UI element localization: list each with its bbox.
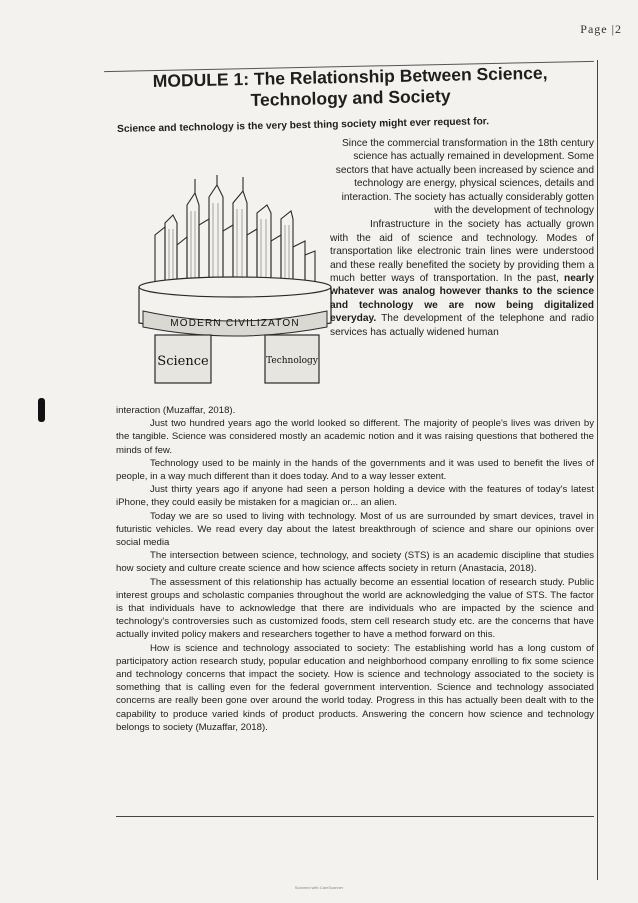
paragraph: The assessment of this relationship has actually become an essential location of research study. Public interest groups and scholastic companies throughout the world are acknowledging the value of STS. The factor is that individuals have to acknowledge that there are individuals who are impacted by the science and technology's controversies such as customized foods, stem cell research study etc. are the concerns that have actually invited policy makers and researchers together to have a method forward on this. [116, 576, 594, 641]
paragraph: Technology used to be mainly in the hands of the governments and it was used to benefit the lives of people, in a way much different than it does today. And to a way lesser extent. [116, 457, 594, 483]
right-column-p1: Since the commercial transformation in the 18th century science has actually remained in development. Some sectors that have actually been increased by science and technology are energy, physical sciences, details and interaction. The society has actually considerably gotten with the development of technology [335, 138, 594, 217]
paragraph: Today we are so used to living with technology. Most of us are surrounded by smart devices, travel in futuristic vehicles. We read every day about the latest breakthrough of science and share our opinions over social media [116, 510, 594, 549]
right-column-p2-start: Infrastructure in the society has actually grown with the aid of science and technology. Modes of transportation like electronic train lines were understood and these really benefited the society by providing them a much better ways of transportation. In the past, [330, 219, 594, 285]
city-skyline [155, 175, 315, 285]
right-column-p2-bold: nearly whatever was analog however thanks to the science and technology we are now being digitalized everyday. [330, 273, 594, 325]
modern-civilization-illustration [133, 175, 343, 390]
body-text [116, 404, 594, 734]
paragraph-continuation: interaction (Muzaffar, 2018). [116, 405, 236, 416]
binding-mark [38, 398, 45, 422]
paragraph: Just two hundred years ago the world looked so different. The majority of people's lives was driven by the tangible. Science was considered mostly an academic notion and it was raising questions that bothered the minds of few. [116, 418, 594, 456]
page-title: MODULE 1: The Relationship Between Science, Technology and Society [152, 62, 548, 110]
scanner-watermark: Scanned with CamScanner [294, 885, 344, 890]
footer-rule [116, 816, 594, 817]
paragraph: The intersection between science, technology, and society (STS) is an academic discipline that studies how society and culture create science and how science affects society in return (Anastacia, 2018). [116, 550, 594, 575]
right-pillar-label: Technology [266, 356, 318, 366]
right-column-p2 [330, 218, 594, 339]
right-column-p2-end: The development of the telephone and radio services has actually widened human [330, 313, 594, 338]
page-border-right [597, 60, 598, 880]
paragraph: Just thirty years ago if anyone had seen a person holding a device with the features of today's latest iPhone, they could easily be mistaken for a magician or... an alien. [116, 484, 594, 509]
banner-text: MODERN CIVILIZATON [170, 318, 300, 329]
platform-top [139, 277, 331, 297]
lead-sentence: Science and technology is the very best thing society might ever request for. [117, 116, 490, 135]
left-pillar-label: Science [157, 354, 209, 369]
right-column [330, 137, 594, 339]
paragraph: How is science and technology associated to society: The establishing world has a long custom of participatory action research study, popular education and neighborhood company enrolling to fix some science and technology concerns that impact the society. How is science and technology associated to the society is something that is calling even for the federal government intervention. Science and technology associated concerns are really been gone over around the world today. Progress in this has actually been dealt with to the capability to produce varied kinds of product products. Answering the concern how science and technology belongs to society (Muzaffar, 2018). [116, 642, 594, 733]
page-number: Page |2 [580, 22, 622, 36]
